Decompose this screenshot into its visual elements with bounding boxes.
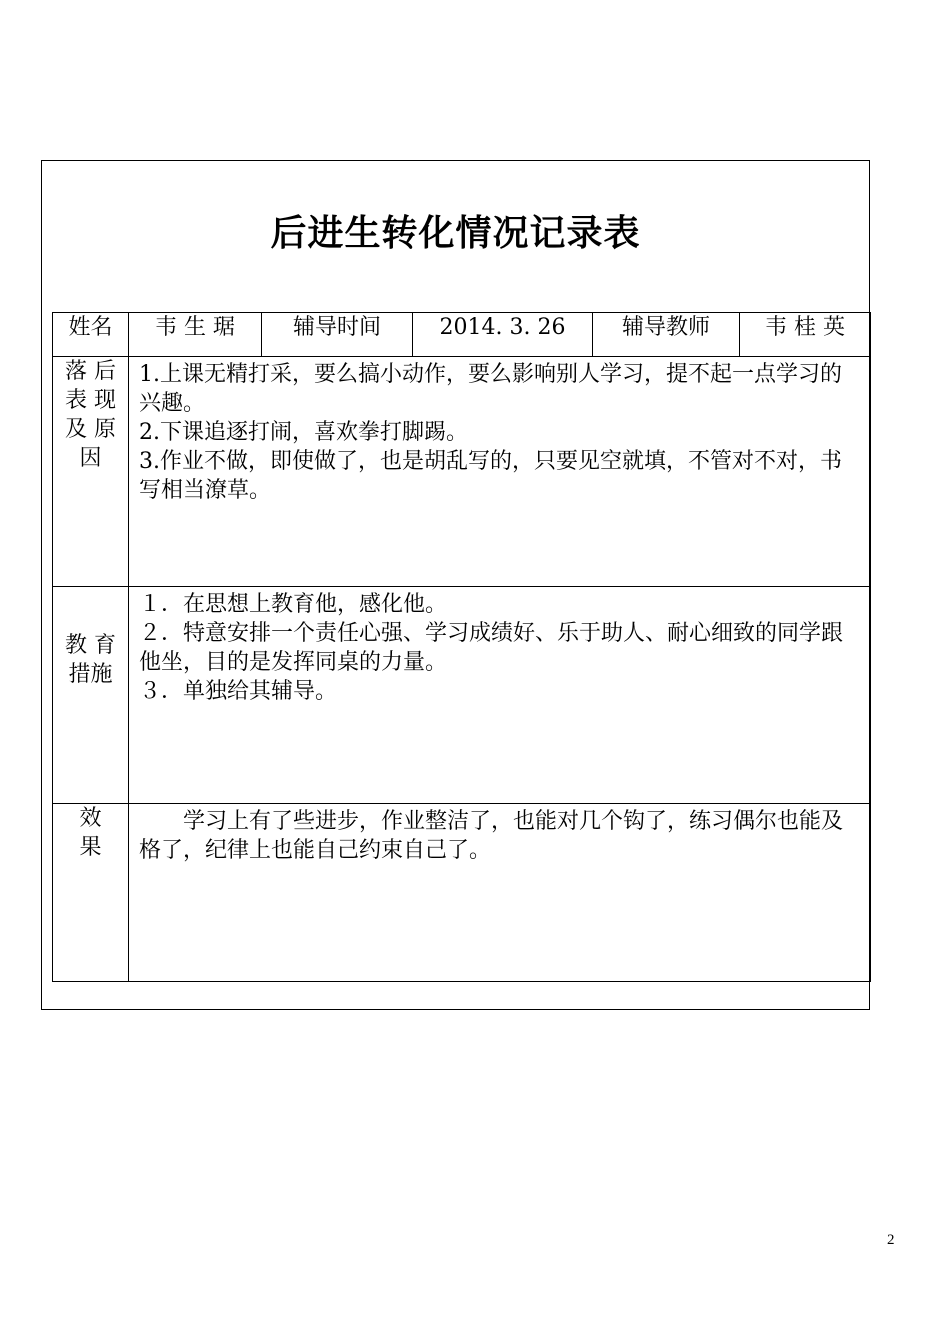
measures-content xyxy=(129,587,871,804)
effect-text: 学习上有了些进步，作业整洁了，也能对几个钩了，练习偶尔也能及格了，纪律上也能自己约束自己了。 xyxy=(139,809,844,863)
page-number: 2 xyxy=(887,1232,895,1248)
behavior-label: 落 后 表 现 及 原 因 xyxy=(53,357,129,587)
measures-item: ３．单独给其辅导。 xyxy=(139,679,338,704)
teacher-label: 辅导教师 xyxy=(593,313,740,357)
record-table xyxy=(52,312,871,982)
behavior-row xyxy=(53,357,871,587)
header-row xyxy=(53,313,871,357)
name-value: 韦 生 琚 xyxy=(129,313,262,357)
behavior-item: 1.上课无精打采，要么搞小动作，要么影响别人学习，提不起一点学习的兴趣。 xyxy=(139,362,842,416)
effect-row xyxy=(53,804,871,982)
teacher-value: 韦 桂 英 xyxy=(740,313,871,357)
measures-item: ２．特意安排一个责任心强、学习成绩好、乐于助人、耐心细致的同学跟他坐，目的是发挥同桌的力量。 xyxy=(139,621,844,675)
behavior-content xyxy=(129,357,871,587)
time-label: 辅导时间 xyxy=(262,313,413,357)
measures-label: 教 育 措施 xyxy=(53,587,129,804)
behavior-item: 2.下课追逐打闹，喜欢拳打脚踢。 xyxy=(139,420,468,445)
name-label: 姓名 xyxy=(53,313,129,357)
page-title: 后进生转化情况记录表 xyxy=(270,213,641,254)
measures-item: １．在思想上教育他，感化他。 xyxy=(139,592,448,617)
effect-content xyxy=(129,804,871,982)
behavior-item: 3.作业不做，即使做了，也是胡乱写的，只要见空就填，不管对不对，书写相当潦草。 xyxy=(139,449,842,503)
time-value: 2014. 3. 26 xyxy=(413,313,593,357)
measures-row xyxy=(53,587,871,804)
effect-label: 效 果 xyxy=(53,804,129,982)
